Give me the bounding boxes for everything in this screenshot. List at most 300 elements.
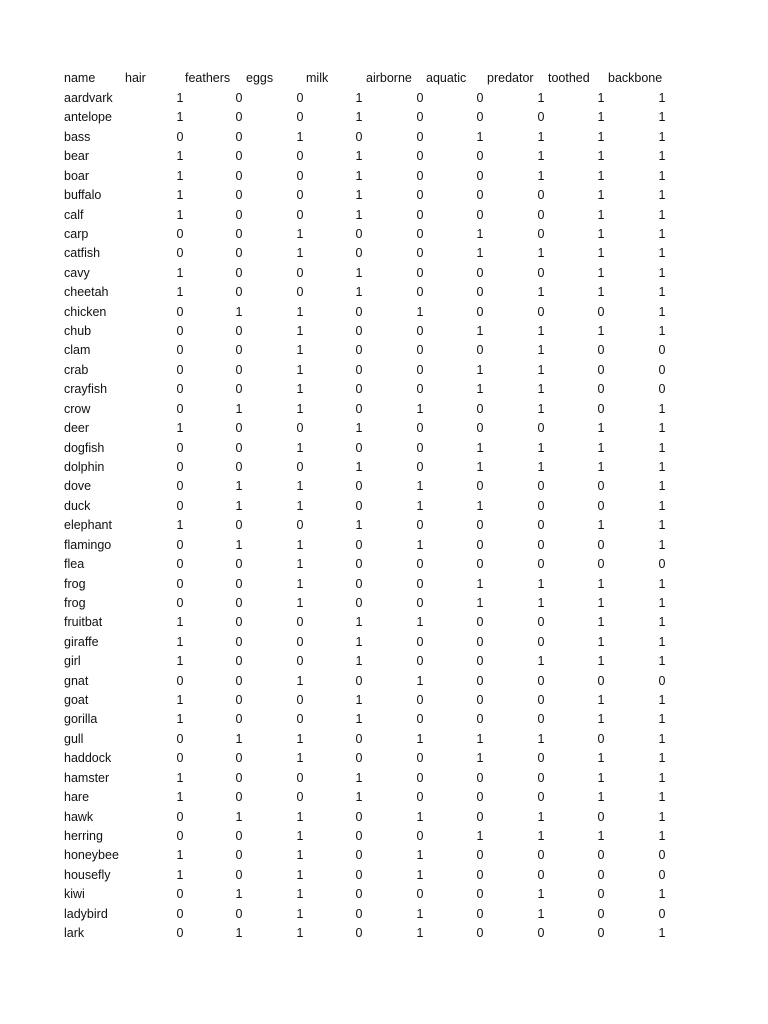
cell-aquatic: 0 [476,207,484,222]
cell-hair: 0 [176,246,184,261]
cell-airborne: 0 [416,634,424,649]
cell-feathers: 1 [235,498,243,513]
table-row [0,439,768,458]
animal-name: crow [64,401,91,416]
cell-toothed: 1 [597,595,605,610]
cell-milk: 0 [355,731,363,746]
cell-toothed: 0 [597,731,605,746]
cell-milk: 0 [355,673,363,688]
cell-feathers: 0 [235,693,243,708]
cell-milk: 0 [355,537,363,552]
animal-name: bass [64,129,91,144]
cell-airborne: 0 [416,595,424,610]
cell-toothed: 1 [597,246,605,261]
cell-airborne: 0 [416,207,424,222]
cell-airborne: 0 [416,129,424,144]
cell-milk: 0 [355,926,363,941]
cell-milk: 1 [355,421,363,436]
cell-aquatic: 0 [476,615,484,630]
cell-predator: 1 [537,906,545,921]
cell-toothed: 0 [597,887,605,902]
cell-airborne: 0 [416,790,424,805]
animal-name: deer [64,421,90,436]
cell-eggs: 1 [296,129,304,144]
animal-name: dolphin [64,459,105,474]
cell-aquatic: 1 [476,246,484,261]
cell-hair: 0 [176,731,184,746]
cell-predator: 1 [537,809,545,824]
cell-eggs: 1 [296,809,304,824]
cell-airborne: 0 [416,421,424,436]
cell-airborne: 1 [416,867,424,882]
cell-toothed: 1 [597,440,605,455]
cell-aquatic: 1 [476,129,484,144]
cell-eggs: 1 [296,848,304,863]
cell-backbone: 1 [658,129,666,144]
animal-name: frog [64,595,86,610]
cell-milk: 1 [355,265,363,280]
cell-feathers: 0 [235,188,243,203]
cell-airborne: 0 [416,285,424,300]
cell-feathers: 1 [235,887,243,902]
cell-milk: 1 [355,693,363,708]
cell-eggs: 1 [296,595,304,610]
cell-predator: 1 [537,149,545,164]
cell-backbone: 1 [658,634,666,649]
cell-backbone: 1 [658,479,666,494]
cell-airborne: 1 [416,479,424,494]
table-row [0,225,768,244]
table-row [0,749,768,768]
table-row [0,905,768,924]
table-row [0,633,768,652]
cell-aquatic: 0 [476,518,484,533]
cell-airborne: 0 [416,110,424,125]
cell-predator: 0 [537,673,545,688]
cell-aquatic: 0 [476,693,484,708]
animal-name: housefly [64,867,111,882]
animal-name: honeybee [64,848,119,863]
cell-toothed: 1 [597,751,605,766]
cell-toothed: 0 [597,848,605,863]
cell-eggs: 0 [296,790,304,805]
cell-backbone: 1 [658,731,666,746]
cell-backbone: 1 [658,498,666,513]
cell-milk: 1 [355,285,363,300]
table-row [0,516,768,535]
cell-milk: 0 [355,362,363,377]
cell-backbone: 0 [658,848,666,863]
cell-toothed: 0 [597,537,605,552]
cell-eggs: 1 [296,304,304,319]
cell-toothed: 0 [597,362,605,377]
cell-predator: 1 [537,324,545,339]
cell-backbone: 0 [658,557,666,572]
cell-predator: 0 [537,693,545,708]
cell-backbone: 0 [658,867,666,882]
cell-milk: 0 [355,479,363,494]
table-row [0,924,768,943]
column-header-toothed: toothed [548,71,590,85]
cell-toothed: 1 [597,518,605,533]
column-header-feathers: feathers [185,71,231,85]
table-row [0,400,768,419]
cell-airborne: 0 [416,712,424,727]
cell-aquatic: 0 [476,285,484,300]
column-header-backbone: backbone [608,71,663,85]
cell-milk: 0 [355,129,363,144]
cell-feathers: 0 [235,91,243,105]
cell-backbone: 1 [658,91,666,105]
table-row [0,652,768,671]
cell-eggs: 0 [296,770,304,785]
cell-backbone: 1 [658,926,666,941]
cell-backbone: 1 [658,265,666,280]
cell-milk: 1 [355,790,363,805]
cell-feathers: 0 [235,518,243,533]
cell-feathers: 0 [235,362,243,377]
cell-eggs: 1 [296,557,304,572]
table-row [0,167,768,186]
cell-toothed: 0 [597,926,605,941]
cell-toothed: 1 [597,168,605,183]
cell-airborne: 0 [416,226,424,241]
cell-airborne: 1 [416,304,424,319]
cell-hair: 0 [176,828,184,843]
cell-aquatic: 1 [476,324,484,339]
cell-backbone: 1 [658,790,666,805]
cell-milk: 0 [355,848,363,863]
cell-eggs: 1 [296,401,304,416]
cell-backbone: 1 [658,285,666,300]
cell-milk: 0 [355,246,363,261]
table-row [0,128,768,147]
cell-milk: 0 [355,809,363,824]
cell-hair: 1 [176,770,184,785]
cell-backbone: 1 [658,188,666,203]
table-row [0,672,768,691]
cell-airborne: 0 [416,751,424,766]
cell-eggs: 1 [296,576,304,591]
cell-airborne: 0 [416,343,424,358]
cell-feathers: 0 [235,615,243,630]
cell-aquatic: 1 [476,731,484,746]
cell-eggs: 1 [296,362,304,377]
cell-feathers: 0 [235,634,243,649]
cell-feathers: 0 [235,421,243,436]
cell-hair: 0 [176,401,184,416]
cell-aquatic: 0 [476,91,484,105]
cell-toothed: 0 [597,343,605,358]
cell-airborne: 0 [416,557,424,572]
cell-toothed: 1 [597,712,605,727]
animal-name: flamingo [64,537,112,552]
cell-toothed: 1 [597,265,605,280]
cell-airborne: 1 [416,615,424,630]
table-row [0,458,768,477]
cell-eggs: 1 [296,731,304,746]
cell-eggs: 1 [296,324,304,339]
cell-hair: 0 [176,557,184,572]
table-row [0,244,768,263]
cell-backbone: 1 [658,226,666,241]
cell-airborne: 0 [416,91,424,105]
table-row [0,147,768,166]
table-row [0,691,768,710]
cell-eggs: 0 [296,654,304,669]
cell-feathers: 0 [235,576,243,591]
cell-aquatic: 1 [476,226,484,241]
cell-hair: 1 [176,634,184,649]
cell-eggs: 0 [296,421,304,436]
animal-name: boar [64,168,90,183]
cell-aquatic: 1 [476,595,484,610]
cell-feathers: 0 [235,226,243,241]
cell-airborne: 1 [416,537,424,552]
table-row [0,555,768,574]
cell-aquatic: 1 [476,382,484,397]
cell-feathers: 0 [235,848,243,863]
cell-airborne: 0 [416,693,424,708]
column-header-milk: milk [306,71,329,85]
cell-aquatic: 0 [476,265,484,280]
cell-hair: 0 [176,304,184,319]
cell-milk: 0 [355,576,363,591]
cell-hair: 1 [176,421,184,436]
cell-airborne: 0 [416,362,424,377]
cell-aquatic: 1 [476,459,484,474]
cell-eggs: 1 [296,926,304,941]
animal-name: gnat [64,673,89,688]
cell-hair: 1 [176,149,184,164]
animal-name: clam [64,343,91,358]
cell-feathers: 0 [235,751,243,766]
cell-predator: 0 [537,188,545,203]
cell-aquatic: 1 [476,498,484,513]
cell-backbone: 1 [658,168,666,183]
cell-feathers: 0 [235,382,243,397]
cell-feathers: 1 [235,304,243,319]
cell-backbone: 0 [658,906,666,921]
cell-predator: 0 [537,634,545,649]
cell-airborne: 0 [416,770,424,785]
cell-hair: 0 [176,440,184,455]
cell-predator: 0 [537,790,545,805]
table-row [0,808,768,827]
cell-hair: 0 [176,498,184,513]
cell-feathers: 0 [235,770,243,785]
cell-eggs: 0 [296,615,304,630]
cell-airborne: 0 [416,149,424,164]
table-row [0,613,768,632]
cell-predator: 1 [537,401,545,416]
cell-backbone: 1 [658,537,666,552]
cell-feathers: 0 [235,828,243,843]
cell-backbone: 1 [658,110,666,125]
cell-milk: 1 [355,518,363,533]
cell-predator: 1 [537,382,545,397]
cell-milk: 0 [355,887,363,902]
cell-predator: 1 [537,246,545,261]
cell-eggs: 1 [296,479,304,494]
animal-name: calf [64,207,84,222]
animal-name: bear [64,149,90,164]
cell-toothed: 1 [597,149,605,164]
cell-eggs: 0 [296,459,304,474]
cell-toothed: 1 [597,188,605,203]
animal-name: catfish [64,246,101,261]
cell-toothed: 1 [597,790,605,805]
cell-airborne: 0 [416,265,424,280]
animal-name: hamster [64,770,110,785]
cell-hair: 1 [176,110,184,125]
cell-backbone: 1 [658,770,666,785]
cell-backbone: 1 [658,654,666,669]
cell-airborne: 0 [416,188,424,203]
cell-predator: 0 [537,207,545,222]
cell-eggs: 0 [296,110,304,125]
table-row [0,710,768,729]
cell-predator: 0 [537,265,545,280]
cell-backbone: 0 [658,362,666,377]
table-row [0,206,768,225]
cell-hair: 1 [176,91,184,105]
cell-hair: 0 [176,887,184,902]
cell-backbone: 1 [658,459,666,474]
cell-predator: 1 [537,168,545,183]
cell-milk: 0 [355,906,363,921]
cell-toothed: 0 [597,673,605,688]
cell-airborne: 0 [416,382,424,397]
animal-name: gull [64,731,84,746]
cell-milk: 1 [355,188,363,203]
cell-backbone: 1 [658,887,666,902]
cell-airborne: 1 [416,848,424,863]
cell-toothed: 1 [597,634,605,649]
animal-name: antelope [64,110,112,125]
cell-airborne: 1 [416,731,424,746]
cell-backbone: 1 [658,149,666,164]
cell-feathers: 0 [235,459,243,474]
animal-name: carp [64,226,89,241]
cell-feathers: 0 [235,790,243,805]
cell-eggs: 0 [296,207,304,222]
animal-name: dogfish [64,440,105,455]
cell-aquatic: 1 [476,362,484,377]
cell-aquatic: 1 [476,440,484,455]
cell-feathers: 0 [235,557,243,572]
animal-name: herring [64,828,103,843]
cell-feathers: 0 [235,906,243,921]
cell-milk: 1 [355,712,363,727]
cell-feathers: 0 [235,440,243,455]
cell-predator: 1 [537,887,545,902]
cell-milk: 0 [355,828,363,843]
cell-toothed: 0 [597,867,605,882]
cell-airborne: 0 [416,440,424,455]
cell-airborne: 1 [416,673,424,688]
cell-feathers: 0 [235,110,243,125]
cell-predator: 0 [537,867,545,882]
cell-milk: 1 [355,149,363,164]
table-row [0,497,768,516]
cell-aquatic: 0 [476,149,484,164]
cell-toothed: 1 [597,110,605,125]
cell-feathers: 0 [235,712,243,727]
cell-predator: 0 [537,557,545,572]
cell-eggs: 1 [296,887,304,902]
cell-hair: 0 [176,343,184,358]
cell-eggs: 1 [296,382,304,397]
cell-feathers: 0 [235,595,243,610]
cell-eggs: 1 [296,246,304,261]
cell-hair: 0 [176,226,184,241]
cell-toothed: 1 [597,129,605,144]
cell-feathers: 0 [235,867,243,882]
cell-aquatic: 1 [476,576,484,591]
cell-hair: 0 [176,595,184,610]
cell-milk: 0 [355,867,363,882]
cell-aquatic: 0 [476,926,484,941]
cell-airborne: 1 [416,926,424,941]
table-row [0,419,768,438]
column-header-hair: hair [125,71,146,85]
cell-eggs: 0 [296,265,304,280]
table-row [0,341,768,360]
cell-eggs: 0 [296,285,304,300]
cell-hair: 0 [176,751,184,766]
cell-milk: 0 [355,498,363,513]
cell-eggs: 1 [296,226,304,241]
cell-backbone: 1 [658,595,666,610]
table-row [0,536,768,555]
cell-hair: 1 [176,168,184,183]
cell-feathers: 0 [235,343,243,358]
cell-aquatic: 0 [476,848,484,863]
cell-predator: 1 [537,595,545,610]
cell-toothed: 0 [597,401,605,416]
cell-eggs: 1 [296,440,304,455]
cell-toothed: 1 [597,324,605,339]
cell-predator: 1 [537,576,545,591]
animal-name: frog [64,576,86,591]
cell-milk: 0 [355,324,363,339]
cell-backbone: 1 [658,401,666,416]
cell-predator: 0 [537,751,545,766]
cell-hair: 1 [176,207,184,222]
cell-aquatic: 0 [476,790,484,805]
cell-toothed: 0 [597,382,605,397]
cell-aquatic: 0 [476,479,484,494]
cell-aquatic: 0 [476,906,484,921]
cell-feathers: 0 [235,285,243,300]
animal-name: haddock [64,751,112,766]
cell-toothed: 1 [597,693,605,708]
cell-milk: 0 [355,595,363,610]
cell-predator: 1 [537,459,545,474]
cell-hair: 1 [176,867,184,882]
cell-backbone: 1 [658,324,666,339]
cell-hair: 0 [176,129,184,144]
cell-eggs: 1 [296,906,304,921]
animal-name: gorilla [64,712,98,727]
animal-name: cheetah [64,285,109,300]
cell-backbone: 1 [658,615,666,630]
table-row [0,885,768,904]
cell-predator: 0 [537,479,545,494]
cell-airborne: 0 [416,576,424,591]
cell-predator: 1 [537,91,545,105]
